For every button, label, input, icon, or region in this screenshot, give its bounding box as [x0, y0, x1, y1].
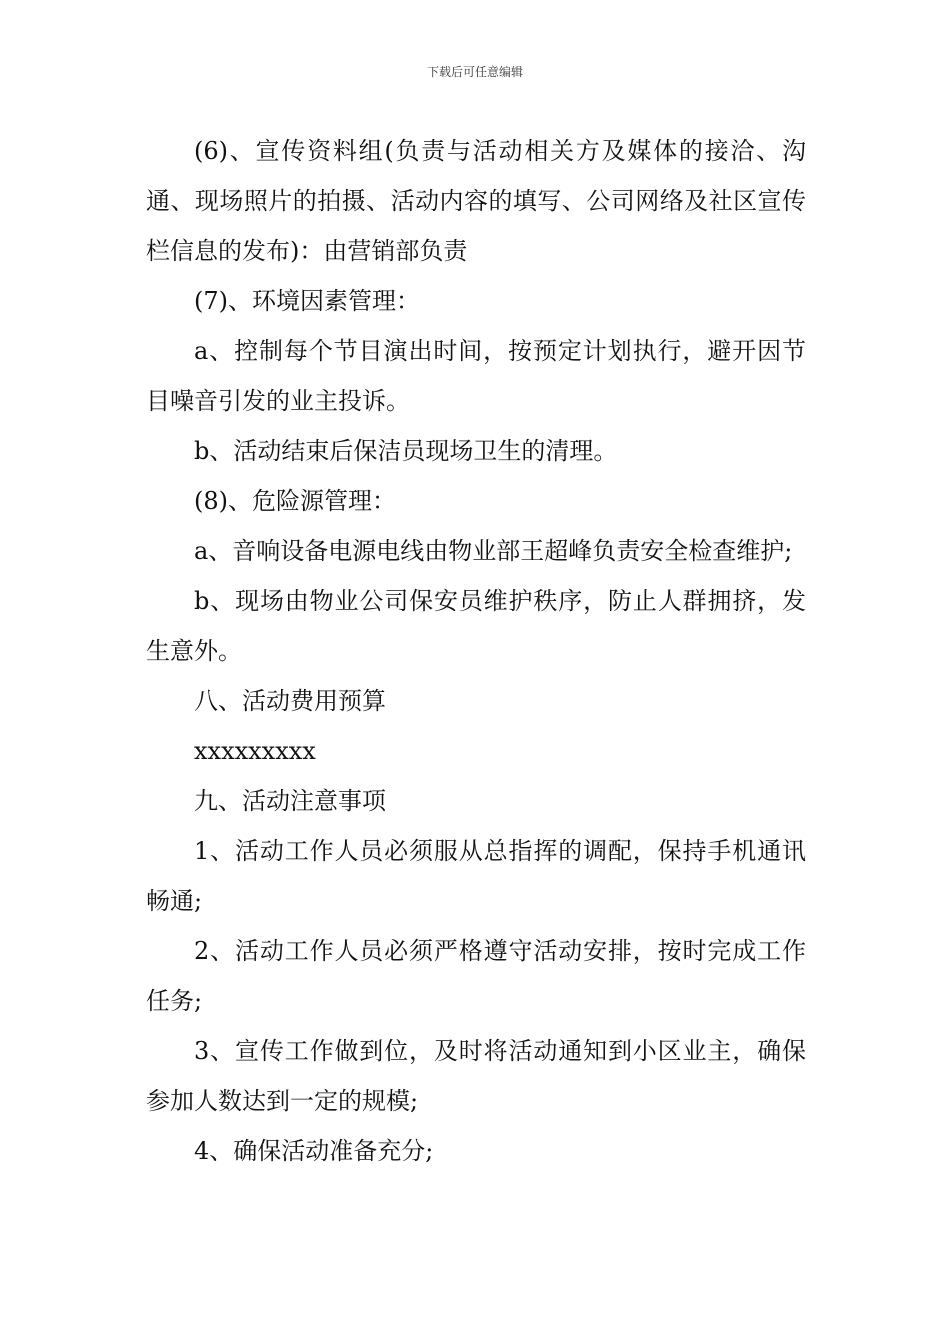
- page-header: 下载后可任意编辑: [426, 65, 523, 79]
- paragraph-environment-a: a、控制每个节目演出时间，按预定计划执行，避开因节目噪音引发的业主投诉。: [146, 337, 806, 415]
- note-item-4: 4、确保活动准备充分;: [194, 1137, 434, 1165]
- document-body: [146, 126, 806, 1176]
- note-item-3: 3、宣传工作做到位，及时将活动通知到小区业主，确保参加人数达到一定的规模;: [146, 1037, 806, 1115]
- section-heading-notes: 九、活动注意事项: [194, 787, 386, 815]
- paragraph-hazard-b: b、现场由物业公司保安员维护秩序，防止人群拥挤，发生意外。: [146, 587, 806, 665]
- paragraph-environment-heading: (7)、环境因素管理：: [194, 287, 420, 315]
- note-item-2: 2、活动工作人员必须严格遵守活动安排，按时完成工作任务;: [146, 937, 806, 1015]
- paragraph-hazard-a: a、音响设备电源电线由物业部王超峰负责安全检查维护;: [194, 537, 793, 565]
- paragraph-environment-b: b、活动结束后保洁员现场卫生的清理。: [194, 437, 618, 465]
- section-heading-budget: 八、活动费用预算: [194, 687, 386, 715]
- paragraph-hazard-heading: (8)、危险源管理：: [194, 487, 396, 515]
- paragraph-publicity-group: (6)、宣传资料组(负责与活动相关方及媒体的接洽、沟通、现场照片的拍摄、活动内容的填写、公司网络及社区宣传栏信息的发布)：由营销部负责: [146, 137, 806, 265]
- paragraph-budget-value: xxxxxxxxx: [194, 737, 316, 765]
- note-item-1: 1、活动工作人员必须服从总指挥的调配，保持手机通讯畅通;: [146, 837, 806, 915]
